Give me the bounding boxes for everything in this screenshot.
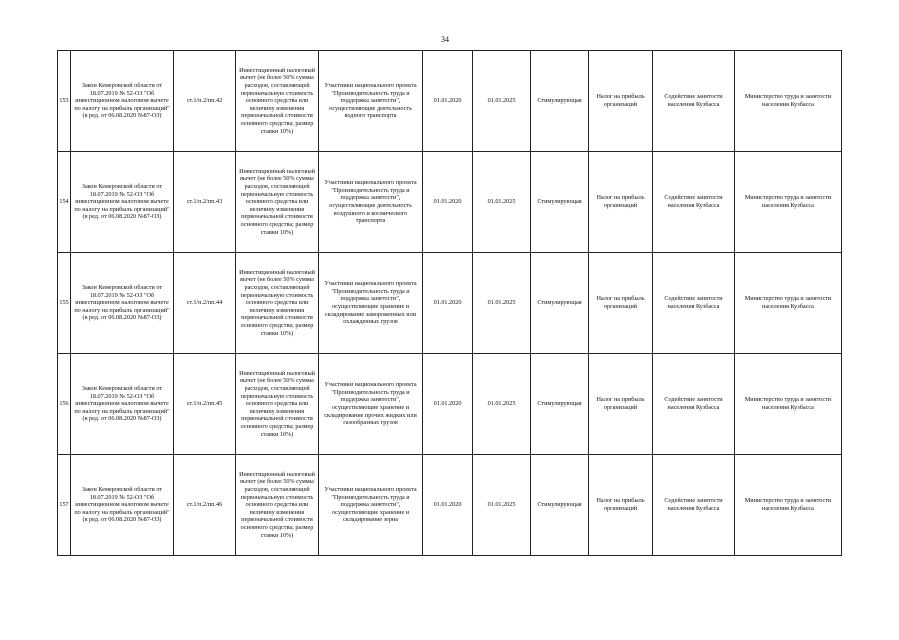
benefit-recipients: Участники национального проекта "Производительность труда и поддержка занятости", осуществляющие деятельность воздушного и космического транспорта (319, 152, 423, 253)
start-date: 01.01.2020 (423, 253, 473, 354)
benefit-goal: Содействие занятости населения Кузбасса (653, 51, 735, 152)
table-row (58, 253, 842, 354)
table-row (58, 354, 842, 455)
law-reference: Закон Кемеровской области от 18.07.2019 № 52-ОЗ "Об инвестиционном налоговом вычете по налогу на прибыль организаций" (в ред. от 06.08.2020 №87-ОЗ) (71, 51, 174, 152)
tax-name: Налог на прибыль организаций (589, 455, 653, 556)
law-reference: Закон Кемеровской области от 18.07.2019 № 52-ОЗ "Об инвестиционном налоговом вычете по налогу на прибыль организаций" (в ред. от 06.08.2020 №87-ОЗ) (71, 253, 174, 354)
benefit-condition: Инвестиционный налоговый вычет (не более 50% суммы расходов, составляющей первоначальную стоимость основного средства или величину изменения первоначальной стоимости основного средства; размер ставки 10%) (236, 455, 319, 556)
tax-name: Налог на прибыль организаций (589, 354, 653, 455)
end-date: 01.01.2025 (473, 455, 531, 556)
table-row (58, 152, 842, 253)
law-reference: Закон Кемеровской области от 18.07.2019 № 52-ОЗ "Об инвестиционном налоговом вычете по налогу на прибыль организаций" (в ред. от 06.08.2020 №87-ОЗ) (71, 455, 174, 556)
table-body (58, 51, 842, 556)
benefit-type: Стимулирующая (531, 51, 589, 152)
article-reference: ст.1/п.2/пп.44 (174, 253, 236, 354)
benefit-goal: Содействие занятости населения Кузбасса (653, 152, 735, 253)
row-number: 153 (58, 51, 71, 152)
benefit-recipients: Участники национального проекта "Производительность труда и поддержка занятости", осуществляющие деятельность водного транспорта (319, 51, 423, 152)
start-date: 01.01.2020 (423, 51, 473, 152)
row-number: 155 (58, 253, 71, 354)
start-date: 01.01.2020 (423, 455, 473, 556)
benefit-type: Стимулирующая (531, 455, 589, 556)
tax-benefits-table (57, 50, 842, 556)
tax-name: Налог на прибыль организаций (589, 152, 653, 253)
row-number: 156 (58, 354, 71, 455)
end-date: 01.01.2025 (473, 253, 531, 354)
table-row (58, 455, 842, 556)
benefit-recipients: Участники национального проекта "Производительность труда и поддержка занятости", осуществляющие хранение и складирование прочих жидких или газообразных грузов (319, 354, 423, 455)
article-reference: ст.1/п.2/пп.45 (174, 354, 236, 455)
benefit-condition: Инвестиционный налоговый вычет (не более 50% суммы расходов, составляющей первоначальную стоимость основного средства или величину изменения первоначальной стоимости основного средства; размер ставки 10%) (236, 51, 319, 152)
curator-body: Министерство труда и занятости населения Кузбасса (735, 152, 842, 253)
benefit-goal: Содействие занятости населения Кузбасса (653, 253, 735, 354)
row-number: 157 (58, 455, 71, 556)
start-date: 01.01.2020 (423, 152, 473, 253)
benefit-goal: Содействие занятости населения Кузбасса (653, 354, 735, 455)
benefit-type: Стимулирующая (531, 253, 589, 354)
law-reference: Закон Кемеровской области от 18.07.2019 № 52-ОЗ "Об инвестиционном налоговом вычете по налогу на прибыль организаций" (в ред. от 06.08.2020 №87-ОЗ) (71, 152, 174, 253)
article-reference: ст.1/п.2/пп.42 (174, 51, 236, 152)
benefit-type: Стимулирующая (531, 152, 589, 253)
benefit-condition: Инвестиционный налоговый вычет (не более 50% суммы расходов, составляющей первоначальную стоимость основного средства или величину изменения первоначальной стоимости основного средства; размер ставки 10%) (236, 253, 319, 354)
law-reference: Закон Кемеровской области от 18.07.2019 № 52-ОЗ "Об инвестиционном налоговом вычете по налогу на прибыль организаций" (в ред. от 06.08.2020 №87-ОЗ) (71, 354, 174, 455)
page-number: 34 (441, 35, 449, 44)
article-reference: ст.1/п.2/пп.46 (174, 455, 236, 556)
tax-name: Налог на прибыль организаций (589, 253, 653, 354)
table-row (58, 51, 842, 152)
start-date: 01.01.2020 (423, 354, 473, 455)
row-number: 154 (58, 152, 71, 253)
benefit-recipients: Участники национального проекта "Производительность труда и поддержка занятости", осуществляющие хранение и складирование замороженных или охлажденных грузов (319, 253, 423, 354)
benefit-condition: Инвестиционный налоговый вычет (не более 50% суммы расходов, составляющей первоначальную стоимость основного средства или величину изменения первоначальной стоимости основного средства; размер ставки 10%) (236, 354, 319, 455)
benefit-type: Стимулирующая (531, 354, 589, 455)
curator-body: Министерство труда и занятости населения Кузбасса (735, 354, 842, 455)
benefit-condition: Инвестиционный налоговый вычет (не более 50% суммы расходов, составляющей первоначальную стоимость основного средства или величину изменения первоначальной стоимости основного средства; размер ставки 10%) (236, 152, 319, 253)
tax-name: Налог на прибыль организаций (589, 51, 653, 152)
curator-body: Министерство труда и занятости населения Кузбасса (735, 455, 842, 556)
end-date: 01.01.2025 (473, 51, 531, 152)
end-date: 01.01.2025 (473, 354, 531, 455)
benefit-recipients: Участники национального проекта "Производительность труда и поддержка занятости", осуществляющие хранение и складирование зерна (319, 455, 423, 556)
benefit-goal: Содействие занятости населения Кузбасса (653, 455, 735, 556)
end-date: 01.01.2025 (473, 152, 531, 253)
article-reference: ст.1/п.2/пп.43 (174, 152, 236, 253)
curator-body: Министерство труда и занятости населения Кузбасса (735, 51, 842, 152)
curator-body: Министерство труда и занятости населения Кузбасса (735, 253, 842, 354)
